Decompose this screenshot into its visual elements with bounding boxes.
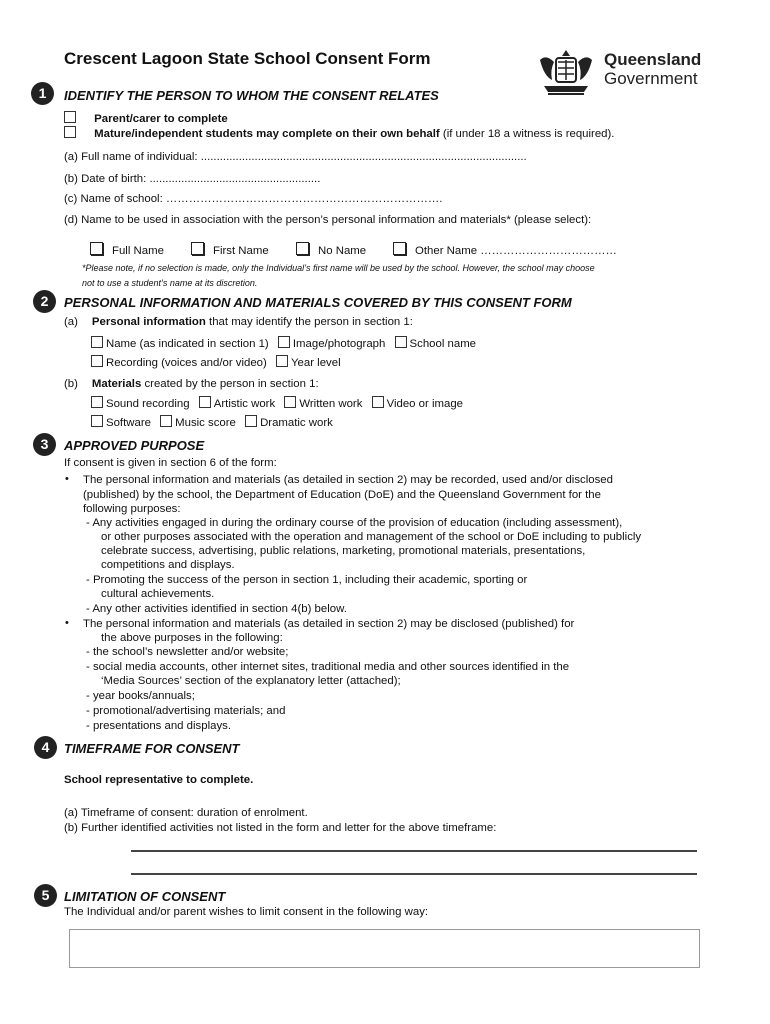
pi-option[interactable] [91, 357, 267, 369]
material-option[interactable] [91, 398, 190, 410]
material-option-label: Artistic work [213, 398, 276, 410]
item-label: (a) [64, 316, 78, 328]
section-4-heading: TIMEFRAME FOR CONSENT [64, 741, 240, 756]
materials-label: Materials [91, 378, 142, 390]
section-4-number: 4 [34, 736, 57, 759]
materials-desc: created by the person in section 1: [141, 378, 319, 390]
page-title: Crescent Lagoon State School Consent Form [64, 49, 431, 68]
logo-line-1: Queensland [604, 50, 702, 69]
personal-info-label: Personal information [91, 316, 206, 328]
checkbox-icon[interactable] [199, 396, 211, 408]
material-option-label: Video or image [386, 398, 464, 410]
material-option-label: Written work [299, 398, 363, 410]
purpose-line: - Any other activities identified in section 4(b) below. [86, 603, 347, 615]
purpose-line: ‘Media Sources’ section of the explanatory letter (attached); [101, 675, 401, 687]
section-1-heading: IDENTIFY THE PERSON TO WHOM THE CONSENT RELATES [64, 88, 439, 103]
checkbox-icon[interactable] [64, 111, 76, 123]
purpose-line: The personal information and materials (as detailed in section 2) may be disclosed (published) for [83, 618, 575, 630]
activities-input-line-2[interactable] [131, 873, 697, 875]
mature-student-label: Mature/independent students may complete on their own behalf [94, 128, 440, 140]
bullet-icon: • [65, 473, 69, 485]
pi-option-label: Year level [291, 357, 341, 369]
pi-option[interactable] [276, 357, 341, 369]
materials-heading [64, 378, 319, 390]
pi-option[interactable] [395, 338, 477, 350]
name-option-first[interactable] [191, 242, 269, 257]
purpose-line: - presentations and displays. [86, 720, 231, 732]
activities-input-line-1[interactable] [131, 850, 697, 852]
purpose-line: cultural achievements. [101, 588, 215, 600]
material-option-label: Dramatic work [260, 417, 333, 429]
material-option[interactable] [284, 398, 362, 410]
checkbox-icon[interactable] [191, 242, 204, 255]
checkbox-icon[interactable] [372, 396, 384, 408]
section-3-number: 3 [33, 433, 56, 456]
name-note-line-1: *Please note, if no selection is made, only the Individual’s first name will be used by the school. However, the school may choose [82, 263, 595, 273]
material-option-label: Sound recording [106, 398, 190, 410]
purpose-line: - Promoting the success of the person in section 1, including their academic, sporting or [86, 574, 528, 586]
purpose-line: - the school’s newsletter and/or website; [86, 646, 289, 658]
section-5-number: 5 [34, 884, 57, 907]
checkbox-icon[interactable] [91, 415, 103, 427]
section-1-number: 1 [31, 82, 54, 105]
checkbox-icon[interactable] [284, 396, 296, 408]
limitation-instructions: The Individual and/or parent wishes to limit consent in the following way: [64, 906, 429, 918]
queensland-government-logo [534, 46, 724, 100]
name-option-none[interactable] [296, 242, 366, 257]
material-option[interactable] [199, 398, 275, 410]
purpose-line: - social media accounts, other internet sites, traditional media and other sources identified in the [86, 661, 570, 673]
name-option-label: Full Name [112, 245, 164, 257]
coat-of-arms-icon [534, 46, 598, 100]
checkbox-icon[interactable] [160, 415, 172, 427]
purpose-line: competitions and displays. [101, 559, 235, 571]
name-option-other[interactable] [393, 242, 617, 257]
name-option-full[interactable] [90, 242, 164, 257]
mature-student-option[interactable] [64, 126, 614, 140]
mature-student-note: (if under 18 a witness is required). [439, 128, 615, 140]
pi-option-label: Image/photograph [292, 338, 386, 350]
checkbox-icon[interactable] [245, 415, 257, 427]
checkbox-icon[interactable] [64, 126, 76, 138]
checkbox-icon[interactable] [393, 242, 406, 255]
purpose-line: - Any activities engaged in during the ordinary course of the provision of education (including assessment), [86, 517, 623, 529]
purpose-line: (published) by the school, the Department of Education (DoE) and the Queensland Government for the [83, 489, 601, 501]
section-2-heading: PERSONAL INFORMATION AND MATERIALS COVERED BY THIS CONSENT FORM [64, 295, 572, 310]
personal-info-row-2 [91, 355, 341, 369]
item-label: (b) [64, 378, 78, 390]
material-option[interactable] [160, 417, 236, 429]
checkbox-icon[interactable] [91, 396, 103, 408]
checkbox-icon[interactable] [276, 355, 288, 367]
material-option-label: Software [106, 417, 151, 429]
material-option[interactable] [91, 417, 151, 429]
purpose-line: The personal information and materials (as detailed in section 2) may be recorded, used and/or disclosed [83, 474, 613, 486]
name-note-line-2: not to use a student’s name at its discretion. [82, 278, 258, 288]
checkbox-icon[interactable] [278, 336, 290, 348]
section-2-number: 2 [33, 290, 56, 313]
material-option-label: Music score [175, 417, 236, 429]
checkbox-icon[interactable] [90, 242, 103, 255]
personal-info-desc: that may identify the person in section 1: [205, 316, 413, 328]
checkbox-icon[interactable] [296, 242, 309, 255]
pi-option-label: Recording (voices and/or video) [106, 357, 267, 369]
school-rep-note: School representative to complete. [64, 774, 254, 786]
pi-option[interactable] [91, 338, 269, 350]
checkbox-icon[interactable] [91, 336, 103, 348]
bullet-icon: • [65, 617, 69, 629]
timeframe-a: (a) Timeframe of consent: duration of enrolment. [64, 807, 308, 819]
parent-carer-label: Parent/carer to complete [94, 113, 228, 125]
approved-purpose-intro: If consent is given in section 6 of the form: [64, 457, 277, 469]
name-option-label: Other Name ……………………………… [415, 245, 617, 257]
personal-info-heading [64, 316, 413, 328]
purpose-line: - year books/annuals; [86, 690, 195, 702]
material-option[interactable] [245, 417, 333, 429]
date-of-birth-field[interactable]: (b) Date of birth: ...................................................... [64, 173, 321, 185]
checkbox-icon[interactable] [395, 336, 407, 348]
materials-row-2 [91, 415, 333, 429]
materials-row-1 [91, 396, 463, 410]
checkbox-icon[interactable] [91, 355, 103, 367]
logo-line-2: Government [604, 69, 698, 88]
personal-info-row-1 [91, 336, 476, 350]
purpose-line: - promotional/advertising materials; and [86, 705, 286, 717]
purpose-line: following purposes: [83, 503, 181, 515]
section-3-heading: APPROVED PURPOSE [64, 438, 205, 453]
name-option-label: No Name [318, 245, 367, 257]
pi-option[interactable] [278, 338, 385, 350]
section-5-heading: LIMITATION OF CONSENT [64, 889, 226, 904]
full-name-field[interactable]: (a) Full name of individual: ....................................................................................................... [64, 151, 527, 163]
parent-carer-option[interactable] [64, 111, 228, 125]
timeframe-b: (b) Further identified activities not listed in the form and letter for the above timeframe: [64, 822, 497, 834]
name-usage-question: (d) Name to be used in association with the person’s personal information and materials* (please select): [64, 214, 592, 226]
purpose-line: the above purposes in the following: [101, 632, 283, 644]
pi-option-label: Name (as indicated in section 1) [106, 338, 269, 350]
school-name-field[interactable]: (c) Name of school: ………………………………………………………………. [64, 193, 443, 205]
limitation-input-box[interactable] [69, 929, 700, 968]
pi-option-label: School name [409, 338, 477, 350]
purpose-line: or other purposes associated with the operation and management of the school or DoE including to publicly [101, 531, 642, 543]
purpose-line: celebrate success, advertising, public relations, marketing, promotional materials, presentations, [101, 545, 586, 557]
material-option[interactable] [372, 398, 463, 410]
name-option-label: First Name [213, 245, 269, 257]
